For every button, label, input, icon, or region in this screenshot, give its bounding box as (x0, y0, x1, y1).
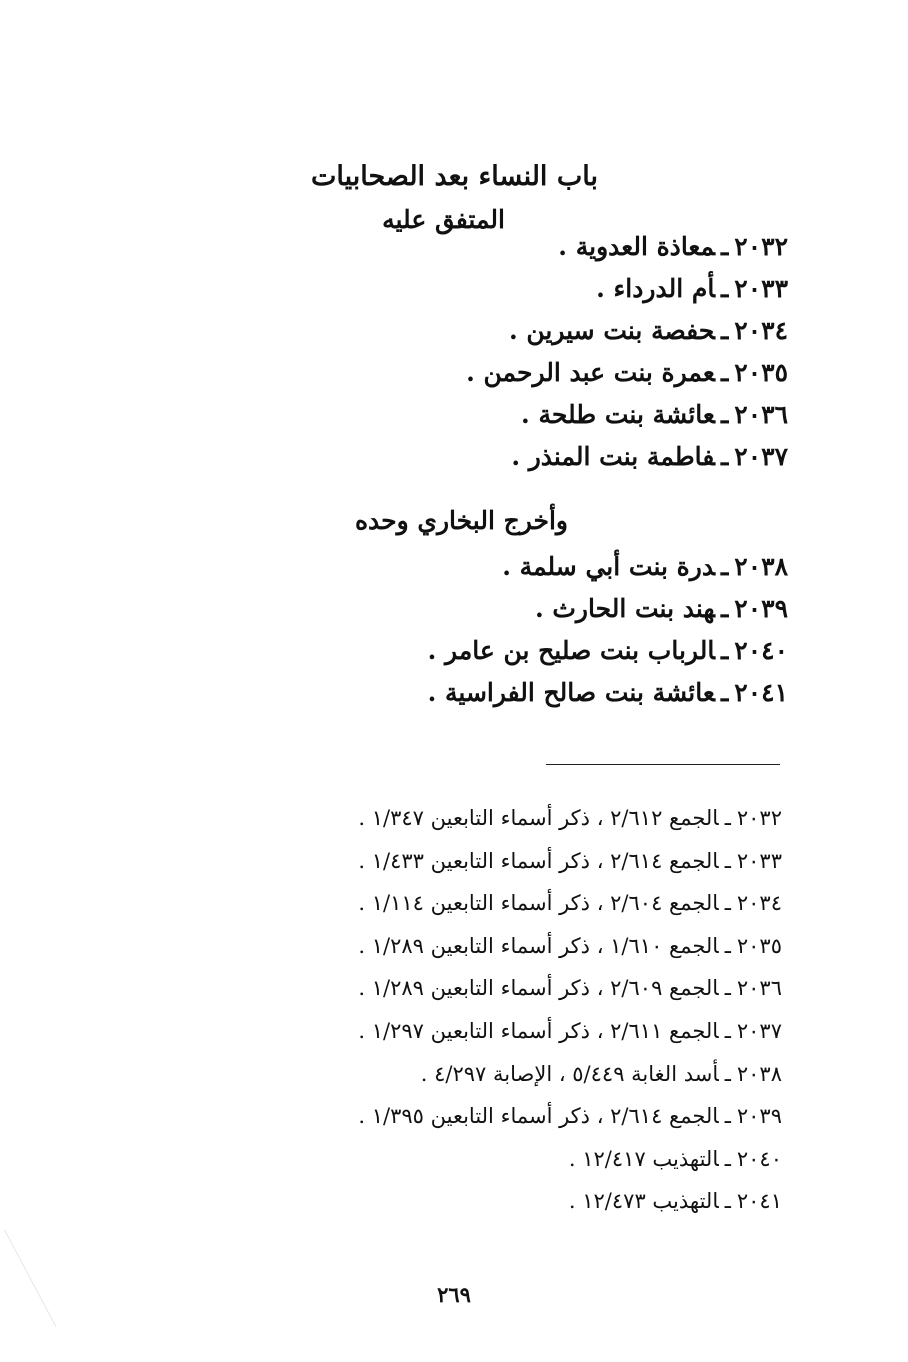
footnote-number: ٢٠٣٣ (736, 848, 782, 873)
footnote-text: التهذيب ١٢/٤٧٣ . (568, 1189, 719, 1214)
footnote-text: الجمع ٢/٦٠٩ ، ذكر أسماء التابعين ١/٢٨٩ . (358, 976, 719, 1001)
footnote-item: ٢٠٣٣ـالجمع ٢/٦١٤ ، ذكر أسماء التابعين ١/٤٣٣ . (358, 848, 782, 873)
footnote-text: الجمع ١/٦١٠ ، ذكر أسماء التابعين ١/٢٨٩ . (358, 933, 719, 958)
entry-number: ٢٠٣٥ (734, 358, 788, 387)
footnote-number: ٢٠٣٤ (736, 891, 782, 916)
footnote-text: الجمع ٢/٦١٢ ، ذكر أسماء التابعين ١/٣٤٧ . (358, 806, 719, 830)
entry-name: أم الدرداء . (596, 274, 715, 303)
entry-name: فاطمة بنت المنذر . (511, 442, 715, 471)
entry-number: ٢٠٣٨ (734, 552, 788, 581)
list-item: ٢٠٣٣ـأم الدرداء . (596, 274, 788, 303)
entry-number: ٢٠٣٢ (734, 232, 788, 261)
list-item: ٢٠٣٩ـهند بنت الحارث . (534, 594, 788, 623)
list-item: ٢٠٤٠ـالرباب بنت صليح بن عامر . (427, 636, 788, 665)
footnote-item: ٢٠٣٢ـالجمع ٢/٦١٢ ، ذكر أسماء التابعين ١/٣٤٧ . (358, 806, 782, 830)
entry-name: عائشة بنت صالح الفراسية . (427, 678, 715, 707)
entry-number: ٢٠٤٠ (734, 636, 788, 665)
footnote-item: ٢٠٤٠ـالتهذيب ١٢/٤١٧ . (568, 1146, 782, 1171)
footnotes (358, 797, 782, 1223)
entry-name: حفصة بنت سيرين . (508, 316, 715, 345)
entry-number: ٢٠٣٩ (734, 594, 788, 623)
footnote-separator (546, 764, 780, 765)
group-heading-agreed: المتفق عليه (382, 205, 505, 234)
footnote-item: ٢٠٣٦ـالجمع ٢/٦٠٩ ، ذكر أسماء التابعين ١/٢٨٩ . (358, 976, 782, 1001)
list-item: ٢٠٣٢ـمعاذة العدوية . (558, 232, 788, 261)
list-item: ٢٠٣٨ـدرة بنت أبي سلمة . (502, 552, 788, 581)
footnote-number: ٢٠٣٥ (736, 933, 782, 958)
entry-name: عائشة بنت طلحة . (521, 400, 715, 429)
list-item: ٢٠٣٦ـعائشة بنت طلحة . (521, 400, 788, 429)
footnote-text: الجمع ٢/٦١٤ ، ذكر أسماء التابعين ١/٣٩٥ . (358, 1104, 719, 1129)
entry-list-agreed (466, 226, 788, 478)
entry-name: هند بنت الحارث . (534, 594, 715, 623)
page-number: ٢٦٩ (437, 1282, 471, 1307)
footnote-number: ٢٠٤٠ (736, 1146, 782, 1171)
footnote-number: ٢٠٣٦ (736, 976, 782, 1001)
footnote-text: الجمع ٢/٦٠٤ ، ذكر أسماء التابعين ١/١١٤ . (358, 891, 719, 916)
footnote-number: ٢٠٤١ (736, 1189, 782, 1214)
footnote-text: الجمع ٢/٦١٤ ، ذكر أسماء التابعين ١/٤٣٣ . (358, 848, 719, 873)
entry-name: درة بنت أبي سلمة . (502, 552, 715, 581)
list-item: ٢٠٣٤ـحفصة بنت سيرين . (508, 316, 788, 345)
entry-name: الرباب بنت صليح بن عامر . (427, 636, 715, 665)
footnote-item: ٢٠٣٤ـالجمع ٢/٦٠٤ ، ذكر أسماء التابعين ١/١١٤ . (358, 891, 782, 916)
footnote-item: ٢٠٣٩ـالجمع ٢/٦١٤ ، ذكر أسماء التابعين ١/٣٩٥ . (358, 1104, 782, 1129)
entry-number: ٢٠٣٧ (734, 442, 788, 471)
list-item: ٢٠٣٧ـفاطمة بنت المنذر . (511, 442, 788, 471)
footnote-text: التهذيب ١٢/٤١٧ . (568, 1146, 719, 1171)
list-item: ٢٠٣٥ـعمرة بنت عبد الرحمن . (466, 358, 788, 387)
footnote-number: ٢٠٣٧ (736, 1018, 782, 1043)
entry-number: ٢٠٣٣ (734, 274, 788, 303)
footnote-number: ٢٠٣٨ (736, 1061, 782, 1086)
chapter-title: باب النساء بعد الصحابيات (310, 161, 598, 192)
entry-name: عمرة بنت عبد الرحمن . (466, 358, 715, 387)
footnote-item: ٢٠٤١ـالتهذيب ١٢/٤٧٣ . (568, 1189, 782, 1214)
footnote-number: ٢٠٣٩ (736, 1104, 782, 1129)
entry-name: معاذة العدوية . (558, 232, 715, 261)
footnote-item: ٢٠٣٧ـالجمع ٢/٦١١ ، ذكر أسماء التابعين ١/٢٩٧ . (358, 1018, 782, 1043)
entry-list-bukhari (428, 546, 788, 714)
footnote-number: ٢٠٣٢ (736, 806, 782, 830)
scan-artifact (4, 1201, 110, 1327)
list-item: ٢٠٤١ـعائشة بنت صالح الفراسية . (427, 678, 788, 707)
footnote-item: ٢٠٣٨ـأسد الغابة ٥/٤٤٩ ، الإصابة ٤/٢٩٧ . (420, 1061, 782, 1086)
entry-number: ٢٠٣٦ (734, 400, 788, 429)
footnote-text: الجمع ٢/٦١١ ، ذكر أسماء التابعين ١/٢٩٧ . (358, 1018, 719, 1043)
entry-number: ٢٠٣٤ (734, 316, 788, 345)
footnote-text: أسد الغابة ٥/٤٤٩ ، الإصابة ٤/٢٩٧ . (420, 1061, 719, 1086)
entry-number: ٢٠٤١ (734, 678, 788, 707)
footnote-item: ٢٠٣٥ـالجمع ١/٦١٠ ، ذكر أسماء التابعين ١/٢٨٩ . (358, 933, 782, 958)
group-heading-bukhari: وأخرج البخاري وحده (354, 506, 568, 535)
